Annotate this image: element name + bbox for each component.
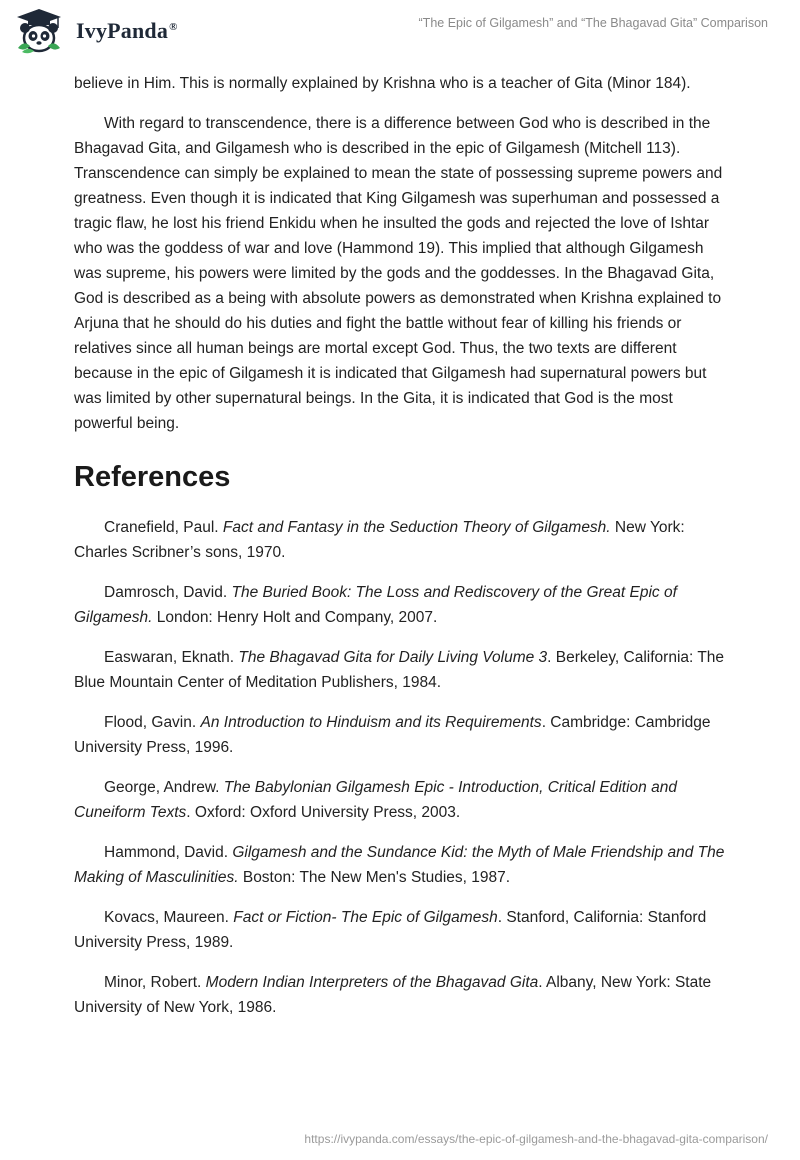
- ivypanda-logo[interactable]: [14, 8, 178, 54]
- reference-publisher: . Oxford: Oxford University Press, 2003.: [186, 804, 461, 821]
- document-title: “The Epic of Gilgamesh” and “The Bhagavad Gita” Comparison: [418, 16, 768, 30]
- reference-item: [74, 645, 726, 695]
- reference-publisher: . Cambridge: Cambridge University Press, 1996.: [74, 714, 711, 756]
- reference-item: [74, 840, 726, 890]
- reference-publisher: New York: Charles Scribner’s sons, 1970.: [74, 519, 685, 561]
- reference-title: The Buried Book: The Loss and Rediscovery of the Great Epic of Gilgamesh.: [74, 584, 677, 626]
- reference-publisher: Boston: The New Men's Studies, 1987.: [238, 869, 511, 886]
- reference-title: Fact and Fantasy in the Seduction Theory of Gilgamesh.: [222, 519, 611, 536]
- paragraph-transcendence: With regard to transcendence, there is a difference between God who is described in the Bhagavad Gita, and Gilgamesh who is described in the epic of Gilgamesh (Mitchell 113). Transcendence can simply be explained to mean the state of possessing supreme powers and greatness. Even though it is indicated that King Gilgamesh was superhuman and possessed a tragic flaw, he lost his friend Enkidu when he insulted the gods and rejected the love of Ishtar who was the goddess of war and love (Hammond 19). This implied that although Gilgamesh was supreme, his powers were limited by the gods and the goddesses. In the Bhagavad Gita, God is described as a being with absolute powers as demonstrated when Krishna explained to Arjuna that he should do his duties and fight the battle without fear of killing his friends or relatives since all human beings are mortal except God. Thus, the two texts are different because in the epic of Gilgamesh it is indicated that Gilgamesh had supernatural powers but was limited by other supernatural beings. In the Gita, it is indicated that God is the most powerful being.: [74, 115, 723, 432]
- reference-item: [74, 970, 726, 1020]
- reference-item: [74, 775, 726, 825]
- reference-item: [74, 515, 726, 565]
- reference-title: Fact or Fiction- The Epic of Gilgamesh: [233, 909, 498, 926]
- reference-author: Minor, Robert.: [104, 974, 206, 991]
- paragraph-continued: believe in Him. This is normally explained by Krishna who is a teacher of Gita (Minor 184).: [74, 75, 691, 92]
- reference-publisher: . Albany, New York: State University of New York, 1986.: [74, 974, 712, 1016]
- reference-author: George, Andrew.: [104, 779, 224, 796]
- reference-publisher: . Stanford, California: Stanford University Press, 1989.: [74, 909, 707, 951]
- registered-mark: ®: [169, 20, 178, 33]
- logo-name: IvyPanda: [76, 18, 169, 43]
- reference-title: Modern Indian Interpreters of the Bhagavad Gita: [205, 974, 539, 991]
- reference-item: [74, 710, 726, 760]
- reference-author: Hammond, David.: [104, 844, 233, 861]
- reference-title: The Bhagavad Gita for Daily Living Volume 3: [238, 649, 548, 666]
- essay-content: [74, 71, 726, 1035]
- reference-item: [74, 580, 726, 630]
- reference-publisher: London: Henry Holt and Company, 2007.: [152, 609, 438, 626]
- reference-item: [74, 905, 726, 955]
- references-list: [74, 515, 726, 1020]
- panda-graduate-icon: [14, 8, 64, 54]
- reference-publisher: . Berkeley, California: The Blue Mountain Center of Meditation Publishers, 1984.: [74, 649, 725, 691]
- page-header: [0, 0, 800, 60]
- reference-author: Damrosch, David.: [104, 584, 232, 601]
- reference-title: An Introduction to Hinduism and its Requirements: [200, 714, 542, 731]
- source-url-link[interactable]: https://ivypanda.com/essays/the-epic-of-gilgamesh-and-the-bhagavad-gita-comparison/: [304, 1132, 768, 1146]
- reference-title: The Babylonian Gilgamesh Epic - Introduction, Critical Edition and Cuneiform Texts: [74, 779, 677, 821]
- logo-wordmark: [76, 18, 178, 44]
- reference-title: Gilgamesh and the Sundance Kid: the Myth of Male Friendship and The Making of Masculinities.: [74, 844, 725, 886]
- reference-author: Flood, Gavin.: [104, 714, 201, 731]
- reference-author: Kovacs, Maureen.: [104, 909, 234, 926]
- reference-author: Cranefield, Paul.: [104, 519, 223, 536]
- references-heading: References: [74, 461, 231, 493]
- reference-author: Easwaran, Eknath.: [104, 649, 239, 666]
